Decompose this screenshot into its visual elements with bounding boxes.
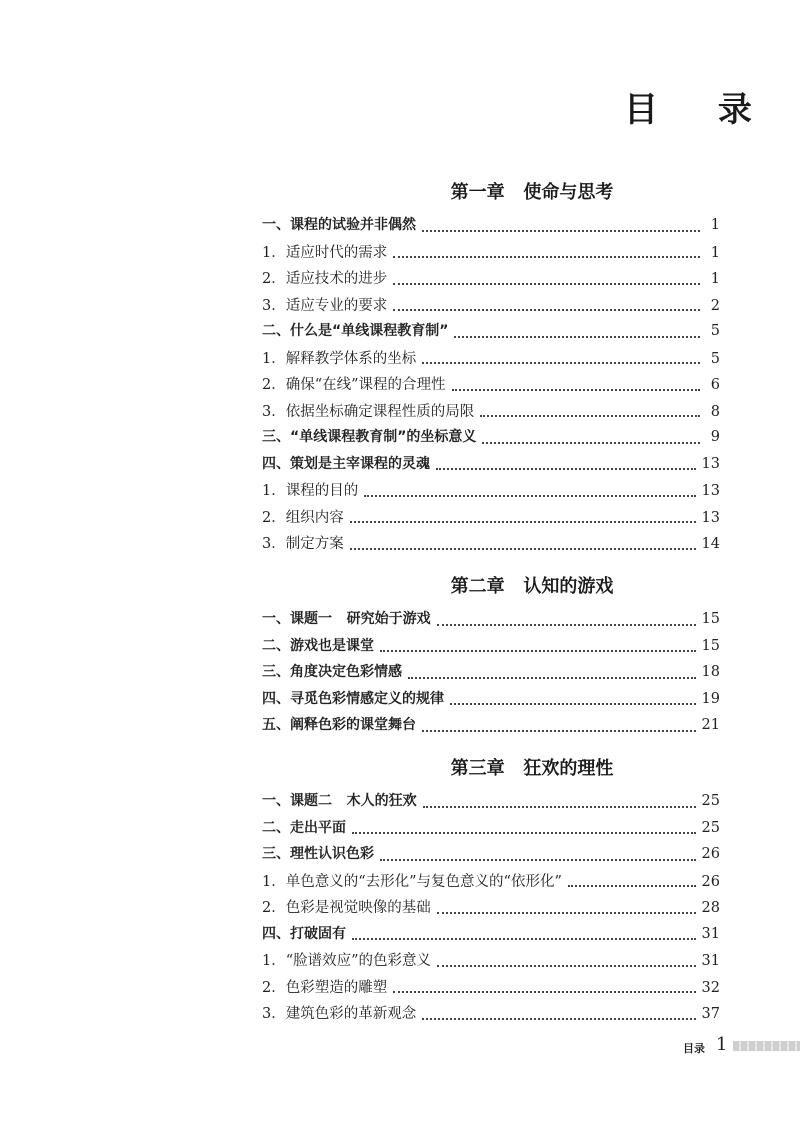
toc-entry[interactable] (262, 608, 720, 634)
toc-entry[interactable] (262, 506, 720, 532)
toc-entry[interactable] (262, 976, 720, 1002)
toc-entry-page: 5 (710, 323, 720, 339)
chapter-heading: 第一章 使命与思考 (450, 182, 614, 203)
toc-entry-page: 19 (701, 690, 720, 707)
toc-entry-title: 3．依据坐标确定课程性质的局限 (262, 403, 475, 420)
dot-leader (350, 520, 696, 523)
toc-entry-title: 二、游戏也是课堂 (262, 637, 374, 654)
chapter-heading: 第三章 狂欢的理性 (450, 758, 614, 779)
toc-entry-title: 二、什么是“单线课程教育制” (262, 323, 449, 339)
toc-entry[interactable] (262, 214, 720, 240)
toc-entry-title: 四、打破固有 (262, 925, 346, 942)
page-title: 目 录 (624, 90, 776, 130)
toc-entry-page: 26 (701, 873, 720, 890)
toc-entry-title: 1．“脸谱效应”的色彩意义 (262, 953, 432, 969)
toc-entry[interactable] (262, 870, 720, 896)
toc-entry-page: 1 (710, 271, 720, 287)
toc-entry[interactable] (262, 400, 720, 426)
toc-entry-title: 2．确保“在线”课程的合理性 (262, 377, 446, 393)
dot-leader (437, 911, 696, 914)
dot-leader (350, 547, 696, 550)
toc-entry[interactable] (262, 949, 720, 975)
toc-entry-page: 15 (701, 611, 720, 627)
dot-leader (352, 831, 696, 834)
toc-entry[interactable] (262, 426, 720, 452)
toc-entry-page: 1 (710, 217, 720, 233)
toc-entry[interactable] (262, 790, 720, 816)
toc-entry-page: 13 (701, 455, 720, 472)
dot-leader (437, 964, 695, 967)
toc-entry-page: 28 (701, 900, 720, 916)
dot-leader (380, 649, 696, 652)
toc-entry[interactable] (262, 241, 720, 267)
toc-entry-title: 3．建筑色彩的革新观念 (262, 1006, 417, 1022)
toc-entry[interactable] (262, 688, 720, 714)
toc-entry-page: 31 (701, 953, 720, 969)
dot-leader (408, 676, 696, 679)
dot-leader (422, 361, 700, 364)
toc-entry-page: 8 (710, 403, 720, 420)
footer-label: 目录 (683, 1042, 705, 1055)
dot-leader (436, 467, 696, 470)
dot-leader (393, 282, 700, 285)
dot-leader (364, 494, 695, 497)
dot-leader (380, 858, 696, 861)
chapter-heading: 第二章 认知的游戏 (450, 576, 614, 597)
footer-page-number: 1 (716, 1034, 728, 1055)
toc-entry[interactable] (262, 896, 720, 922)
dot-leader (422, 729, 696, 732)
toc-entry-page: 32 (701, 979, 720, 996)
dot-leader (454, 335, 700, 338)
toc-entry-title: 2．色彩塑造的雕塑 (262, 979, 388, 996)
toc-entry-page: 2 (710, 297, 720, 314)
toc-entry-title: 一、课题一 研究始于游戏 (262, 611, 431, 627)
toc-entry-title: 3．制定方案 (262, 536, 344, 552)
toc-entry[interactable] (262, 453, 720, 479)
toc-entry-page: 9 (710, 429, 720, 445)
toc-entry-title: 三、角度决定色彩情感 (262, 664, 402, 680)
toc-entry-page: 5 (710, 350, 720, 367)
dot-leader (482, 441, 700, 444)
toc-entry-title: 1．适应时代的需求 (262, 244, 388, 261)
toc-entry-page: 37 (701, 1006, 720, 1022)
toc-entry-title: 2．适应技术的进步 (262, 271, 388, 287)
toc-entry-title: 3．适应专业的要求 (262, 297, 388, 314)
toc-entry-title: 五、阐释色彩的课堂舞台 (262, 717, 416, 733)
toc-entry-page: 26 (701, 846, 720, 862)
toc-entry[interactable] (262, 267, 720, 293)
toc-entry[interactable] (262, 843, 720, 869)
toc-entry-title: 四、策划是主宰课程的灵魂 (262, 455, 430, 472)
dot-leader (452, 388, 700, 391)
toc-entry[interactable] (262, 714, 720, 740)
toc-entry-title: 1．解释教学体系的坐标 (262, 350, 417, 367)
toc-entry[interactable] (262, 320, 720, 346)
toc-entry-title: 2．色彩是视觉映像的基础 (262, 900, 431, 916)
toc-entry-title: 二、走出平面 (262, 819, 346, 836)
toc-entry[interactable] (262, 373, 720, 399)
toc-entry[interactable] (262, 532, 720, 558)
toc-entry-page: 1 (710, 244, 720, 261)
toc-entry-title: 三、“单线课程教育制”的坐标意义 (262, 429, 477, 445)
toc-entry-page: 18 (701, 664, 720, 680)
toc-entry-page: 13 (701, 483, 720, 499)
toc-entry-page: 25 (701, 793, 720, 809)
toc-entry[interactable] (262, 817, 720, 843)
toc-entry-title: 一、课题二 木人的狂欢 (262, 793, 417, 809)
toc-entry[interactable] (262, 661, 720, 687)
toc-entry-title: 2．组织内容 (262, 509, 344, 526)
dot-leader (423, 805, 696, 808)
dot-leader (480, 414, 700, 417)
toc-entry[interactable] (262, 1002, 720, 1028)
toc-entry-page: 14 (701, 536, 720, 552)
toc-entry-page: 31 (701, 925, 720, 942)
toc-entry[interactable] (262, 294, 720, 320)
dot-leader (422, 229, 700, 232)
toc-entry[interactable] (262, 635, 720, 661)
toc-entry[interactable] (262, 347, 720, 373)
toc-entry-page: 25 (701, 819, 720, 836)
toc-entry-title: 四、寻觅色彩情感定义的规律 (262, 690, 444, 707)
dot-leader (393, 990, 695, 993)
toc-entry-title: 1．课程的目的 (262, 483, 359, 499)
footer-decoration (733, 1041, 800, 1051)
toc-entry-page: 21 (701, 717, 720, 733)
toc-entry-title: 三、理性认识色彩 (262, 846, 374, 862)
toc-entry[interactable] (262, 923, 720, 949)
dot-leader (568, 884, 696, 887)
dot-leader (422, 1017, 695, 1020)
dot-leader (393, 255, 700, 258)
toc-entry-title: 一、课程的试验并非偶然 (262, 217, 416, 233)
dot-leader (393, 308, 700, 311)
dot-leader (437, 623, 696, 626)
dot-leader (352, 937, 696, 940)
dot-leader (450, 702, 696, 705)
toc-entry-title: 1．单色意义的“去形化”与复色意义的“依形化” (262, 873, 562, 890)
toc-entry-page: 15 (701, 637, 720, 654)
toc-entry-page: 6 (710, 377, 720, 393)
toc-entry[interactable] (262, 479, 720, 505)
toc-entry-page: 13 (701, 509, 720, 526)
